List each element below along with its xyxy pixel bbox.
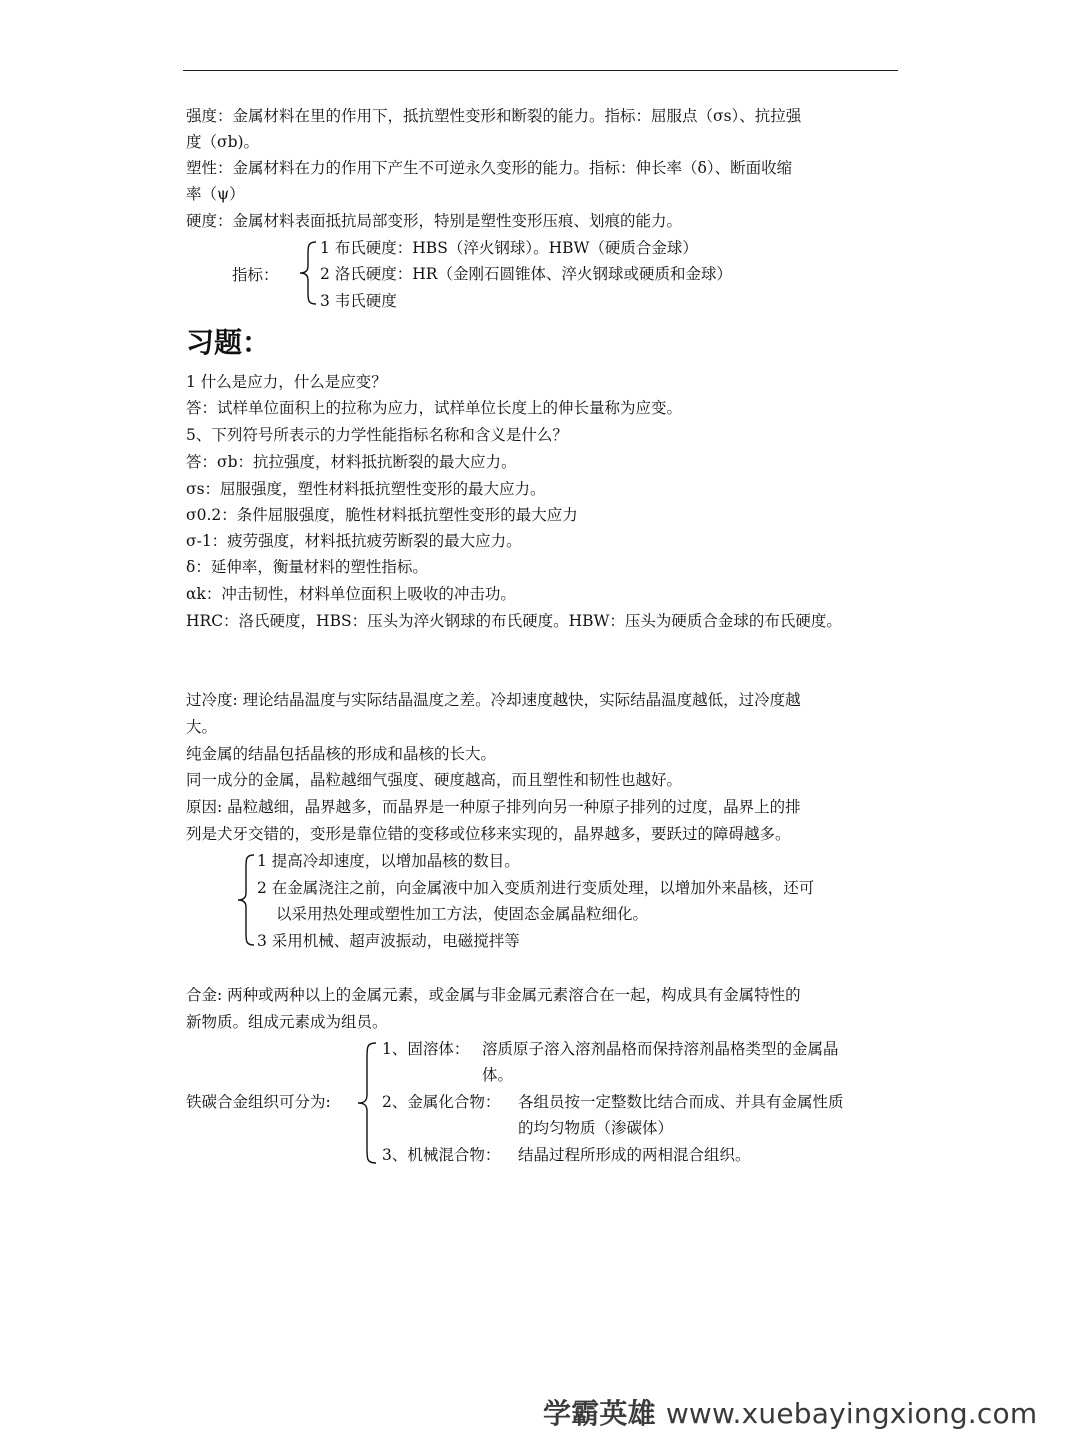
alloy-line-1: 合金: 两种或两种以上的金属元素，或金属与非金属元素溶合在一起，构成具有金属特性的	[186, 986, 801, 1004]
alloy-item-1-desc-cont: 体。	[482, 1066, 514, 1084]
supercooling-line-4: 同一成分的金属，晶粒越细气强度、硬度越高，而且塑性和韧性也越好。	[186, 771, 683, 789]
exercise-line: σ-1：疲劳强度，材料抵抗疲劳断裂的最大应力。	[186, 532, 522, 550]
method-item-1: 1 提高冷却速度，以增加晶核的数目。	[257, 852, 520, 870]
alloy-brace	[356, 1041, 378, 1165]
strength-line-1: 强度：金属材料在里的作用下，抵抗塑性变形和断裂的能力。指标：屈服点（σs）、抗拉强	[186, 107, 802, 125]
alloy-item-3-name: 3、机械混合物：	[382, 1146, 501, 1164]
watermark-url: www.xuebayingxiong.com	[665, 1397, 1038, 1430]
methods-brace	[236, 853, 256, 947]
exercise-line: δ：延伸率，衡量材料的塑性指标。	[186, 558, 428, 576]
alloy-line-2: 新物质。组成元素成为组员。	[186, 1013, 388, 1031]
method-item-2: 2 在金属浇注之前，向金属液中加入变质剂进行变质处理，以增加外来晶核，还可	[257, 879, 815, 897]
method-item-2-cont: 以采用热处理或塑性加工方法，使固态金属晶粒细化。	[276, 905, 649, 923]
alloy-item-1-name: 1、固溶体：	[382, 1040, 470, 1058]
exercise-line: 答：试样单位面积上的拉称为应力，试样单位长度上的伸长量称为应变。	[186, 399, 683, 417]
supercooling-line-5: 原因: 晶粒越细，晶界越多，而晶界是一种原子排列向另一种原子排列的过度，晶界上的排	[186, 798, 801, 816]
hardness-item-3: 3 韦氏硬度	[320, 292, 397, 310]
watermark-brand: 学霸英雄	[543, 1397, 656, 1430]
alloy-item-2-name: 2、金属化合物：	[382, 1093, 501, 1111]
hardness-brace	[298, 240, 318, 306]
supercooling-line-6: 列是犬牙交错的，变形是靠位错的变移或位移来实现的，晶界越多，要跃过的障碍越多。	[186, 825, 791, 843]
alloy-item-2-desc-cont: 的均匀物质（渗碳体）	[518, 1119, 674, 1137]
hardness-line-1: 硬度：金属材料表面抵抗局部变形，特别是塑性变形压痕、划痕的能力。	[186, 212, 683, 230]
watermark	[543, 1392, 1037, 1432]
hardness-item-1: 1 布氏硬度：HBS（淬火钢球）。HBW（硬质合金球）	[320, 239, 698, 257]
exercise-line: 5、下列符号所表示的力学性能指标名称和含义是什么？	[186, 426, 568, 444]
hardness-label: 指标：	[232, 266, 279, 284]
exercise-line: 1 什么是应力，什么是应变？	[186, 373, 387, 391]
header-rule	[183, 70, 898, 71]
strength-line-2: 度（σb)。	[186, 133, 260, 151]
alloy-label: 铁碳合金组织可分为:	[186, 1093, 331, 1111]
exercise-line: αk：冲击韧性，材料单位面积上吸收的冲击功。	[186, 585, 516, 603]
hardness-item-2: 2 洛氏硬度：HR（金刚石圆锥体、淬火钢球或硬质和金球）	[320, 265, 732, 283]
alloy-item-2-desc: 各组员按一定整数比结合而成、并具有金属性质	[518, 1093, 844, 1111]
method-item-3: 3 采用机械、超声波振动，电磁搅拌等	[257, 932, 520, 950]
exercises-heading: 习题：	[186, 326, 271, 359]
plasticity-line-2: 率（ψ）	[186, 185, 245, 203]
plasticity-line-1: 塑性：金属材料在力的作用下产生不可逆永久变形的能力。指标：伸长率（δ）、断面收缩	[186, 159, 793, 177]
exercise-line: 答：σb：抗拉强度，材料抵抗断裂的最大应力。	[186, 453, 517, 471]
supercooling-line-1: 过冷度: 理论结晶温度与实际结晶温度之差。冷却速度越快，实际结晶温度越低，过冷度越	[186, 691, 801, 709]
exercise-line: HRC：洛氏硬度，HBS：压头为淬火钢球的布氏硬度。HBW：压头为硬质合金球的布氏硬度。	[186, 612, 842, 630]
supercooling-line-3: 纯金属的结晶包括晶核的形成和晶核的长大。	[186, 745, 497, 763]
alloy-item-3-desc: 结晶过程所形成的两相混合组织。	[518, 1146, 751, 1164]
exercise-line: σ0.2：条件屈服强度，脆性材料抵抗塑性变形的最大应力	[186, 506, 578, 524]
exercise-line: σs：屈服强度，塑性材料抵抗塑性变形的最大应力。	[186, 480, 546, 498]
alloy-item-1-desc: 溶质原子溶入溶剂晶格而保持溶剂晶格类型的金属晶	[482, 1040, 839, 1058]
supercooling-line-2: 大。	[186, 718, 218, 736]
